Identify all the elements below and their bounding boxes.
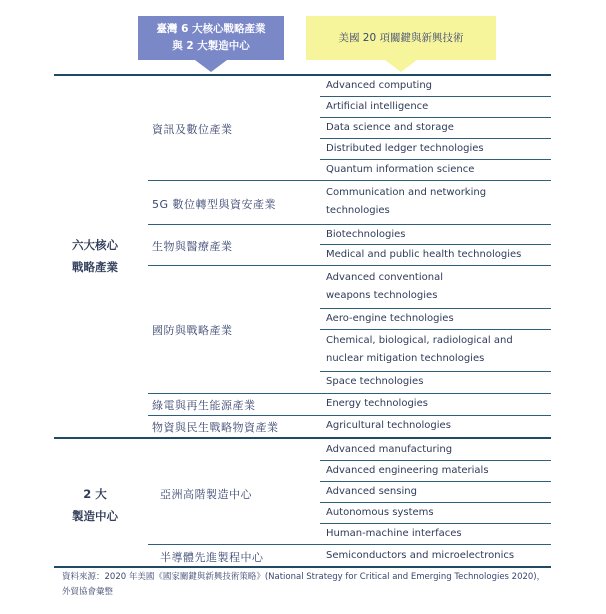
technology-item: Quantum information science [326,164,475,175]
technology-item: Advanced conventional weapons technologies [326,272,443,301]
technology-item: Distributed ledger technologies [326,143,484,154]
table-top-rule [54,74,551,76]
group-manufacturing-centers [60,483,130,527]
technology-item: Medical and public health technologies [326,249,522,260]
industry-label: 5G 數位轉型與資安產業 [152,198,277,211]
row-divider [320,308,551,309]
row-divider [320,481,551,482]
industry-label: 亞洲高階製造中心 [160,488,252,501]
industry-label: 國防與戰略產業 [152,324,233,337]
row-divider [320,329,551,330]
technology-item: Communication and networking technologies [326,187,487,216]
group-core-industries [60,234,130,278]
row-divider [320,117,551,118]
technology-item: Advanced computing [326,80,433,91]
technology-item: Agricultural technologies [326,420,451,431]
header-left-line1: 臺灣 6 大核心戰略產業 [156,23,266,35]
technology-item: Energy technologies [326,398,428,409]
row-divider [320,159,551,160]
group-mfg-line1: 2 大 [83,487,107,501]
row-divider [320,523,551,524]
header-right-label: 美國 20 項關鍵與新興技術 [338,31,464,44]
header-taiwan-industries [138,16,284,60]
industry-label: 生物與醫療產業 [152,240,233,253]
industry-label: 物資與民生戰略物資產業 [152,421,279,434]
row-divider [320,96,551,97]
group-divider [54,437,551,439]
technology-item: Data science and storage [326,122,454,133]
table-bottom-rule [54,566,551,568]
header-left-line2: 與 2 大製造中心 [172,40,250,52]
group-mfg-line2: 製造中心 [72,509,118,523]
row-divider [320,244,551,245]
source-note: 資料來源：2020 年美國《國家關鍵與新興技術策略》(National Strategy for Critical and Emerging Technologies 2020)，外貿協會彙整 [62,572,546,597]
industry-label: 半導體先進製程中心 [160,551,264,564]
technology-item: Autonomous systems [326,507,434,518]
row-divider [148,180,551,181]
technology-item: Artificial intelligence [326,101,429,112]
header-us-technologies [306,16,496,60]
row-divider [320,460,551,461]
technology-item: Chemical, biological, radiological and nuclear mitigation technologies [326,335,513,364]
technology-item: Human-machine interfaces [326,528,462,539]
technology-item: Advanced engineering materials [326,465,489,476]
technology-item: Semiconductors and microelectronics [326,550,515,561]
technology-item: Space technologies [326,376,424,387]
row-divider [148,224,551,225]
row-divider [148,393,551,394]
technology-item: Advanced sensing [326,486,417,497]
row-divider [148,265,551,266]
technology-item: Biotechnologies [326,229,406,240]
row-divider [320,371,551,372]
technology-item: Aero-engine technologies [326,313,454,324]
row-divider [320,502,551,503]
group-core-line1: 六大核心 [72,238,118,252]
row-divider [148,415,551,416]
row-divider [320,138,551,139]
technology-item: Advanced manufacturing [326,444,453,455]
industry-label: 資訊及數位產業 [152,123,233,136]
row-divider [148,544,551,545]
group-core-line2: 戰略產業 [72,260,118,274]
industry-label: 綠電與再生能源產業 [152,399,256,412]
